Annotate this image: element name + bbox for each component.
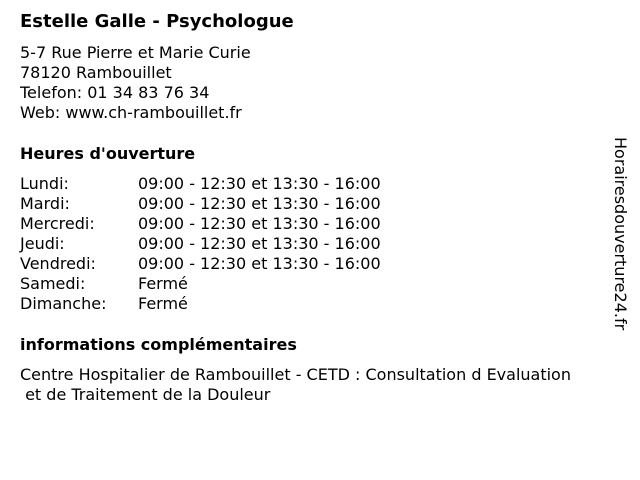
- hours-row-saturday: [20, 274, 620, 294]
- opening-hours-table: [20, 174, 620, 314]
- hours-row-friday: [20, 254, 620, 274]
- additional-info-heading: informations complémentaires: [20, 335, 297, 354]
- address-street: 5-7 Rue Pierre et Marie Curie: [20, 43, 251, 62]
- website: Web: www.ch-rambouillet.fr: [20, 103, 242, 122]
- additional-info-line-1: Centre Hospitalier de Rambouillet - CETD : Consultation d Evaluation: [20, 365, 571, 384]
- site-watermark: Horairesdouverture24.fr: [611, 137, 630, 331]
- hours-time: 09:00 - 12:30 et 13:30 - 16:00: [138, 174, 381, 193]
- opening-hours-heading: Heures d'ouverture: [20, 144, 196, 163]
- hours-row-wednesday: [20, 214, 620, 234]
- phone-number: Telefon: 01 34 83 76 34: [20, 83, 210, 102]
- hours-time: 09:00 - 12:30 et 13:30 - 16:00: [138, 214, 381, 233]
- hours-day: Samedi:: [20, 274, 86, 293]
- hours-day: Mardi:: [20, 194, 70, 213]
- hours-row-monday: [20, 174, 620, 194]
- hours-day: Vendredi:: [20, 254, 96, 273]
- hours-row-sunday: [20, 294, 620, 314]
- hours-time: 09:00 - 12:30 et 13:30 - 16:00: [138, 254, 381, 273]
- hours-day: Lundi:: [20, 174, 69, 193]
- hours-row-tuesday: [20, 194, 620, 214]
- hours-row-thursday: [20, 234, 620, 254]
- hours-day: Mercredi:: [20, 214, 95, 233]
- hours-time: Fermé: [138, 294, 188, 313]
- hours-time: 09:00 - 12:30 et 13:30 - 16:00: [138, 234, 381, 253]
- hours-day: Jeudi:: [20, 234, 65, 253]
- hours-day: Dimanche:: [20, 294, 107, 313]
- hours-time: Fermé: [138, 274, 188, 293]
- business-name: Estelle Galle - Psychologue: [20, 11, 294, 32]
- hours-time: 09:00 - 12:30 et 13:30 - 16:00: [138, 194, 381, 213]
- business-card: [20, 10, 620, 405]
- additional-info-line-2: et de Traitement de la Douleur: [20, 385, 271, 404]
- address-city: 78120 Rambouillet: [20, 63, 172, 82]
